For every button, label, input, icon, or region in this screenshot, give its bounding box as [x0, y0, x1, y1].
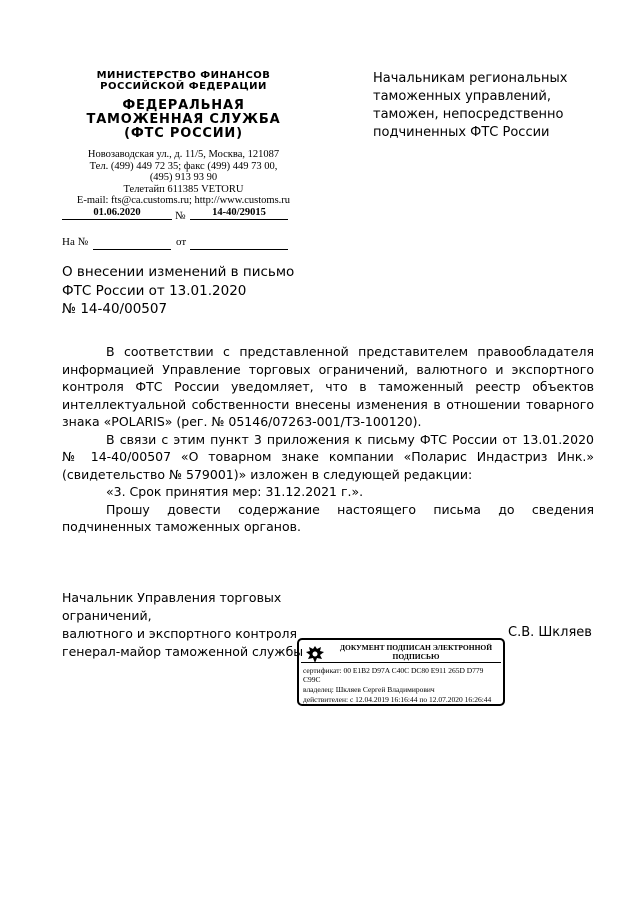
stamp-title — [329, 643, 503, 661]
stamp-certificate-2: C99C — [303, 675, 321, 684]
registration-number: 14-40/29015 — [190, 207, 288, 220]
email: E-mail: fts@ca.customs.ru; http://www.customs.ru — [76, 195, 291, 206]
stamp-owner: владелец: Шкляев Сергей Владимирович — [303, 685, 435, 694]
stamp-divider — [301, 662, 501, 663]
reference-from-label: от — [176, 236, 187, 248]
subject-line-2: ФТС России от 13.01.2020 — [62, 282, 247, 299]
ministry-name — [56, 70, 311, 92]
subject-line-3: № 14-40/00507 — [62, 301, 168, 317]
letter-body — [62, 343, 594, 536]
address: Новозаводская ул., д. 11/5, Москва, 121087 — [87, 149, 280, 160]
signer-name: С.В. Шкляев — [508, 625, 592, 640]
reference-number-line — [93, 249, 171, 250]
reference-label: На № — [62, 236, 89, 248]
recipient-line-1: Начальникам региональных — [373, 71, 568, 86]
recipient-line-2: таможенных управлений, — [373, 89, 552, 104]
contact-block — [56, 149, 311, 207]
ministry-line-2: РОССИЙСКОЙ ФЕДЕРАЦИИ — [100, 81, 267, 92]
registration-date: 01.06.2020 — [62, 207, 172, 220]
body-paragraph-4: Прошу довести содержание настоящего письма до сведения подчиненных таможенных органов. — [62, 501, 594, 534]
service-line-1: ФЕДЕРАЛЬНАЯ — [122, 98, 245, 113]
subject-line-1: О внесении изменений в письмо — [62, 264, 295, 280]
body-paragraph-1: В соответствии с представленной представителем правообладателя информацией Управление торговых ограничений, валютного и экспортного контроля ФТС России уведомляет, что в таможенный реестр объектов интеллектуальной собственности внесены изменения в отношении товарного знака «POLARIS» (рег. № 05146/07263-001/ТЗ-100120). — [62, 344, 594, 429]
e-signature-stamp — [297, 638, 505, 706]
reference-date-line — [190, 249, 288, 250]
stamp-title-line-2: ПОДПИСЬЮ — [392, 652, 440, 661]
signature-line-1: Начальник Управления торговых ограничений, — [62, 590, 282, 623]
signature-line-3: генерал-майор таможенной службы — [62, 644, 304, 659]
signature-line-2: валютного и экспортного контроля — [62, 626, 297, 641]
stamp-certificate: сертификат: 00 E1B2 D97A C40C DC80 E911 265D D779 — [303, 666, 484, 675]
registration-number-label: № — [175, 210, 186, 222]
service-line-3: (ФТС РОССИИ) — [124, 126, 243, 141]
ministry-line-1: МИНИСТЕРСТВО ФИНАНСОВ — [96, 70, 271, 81]
service-line-2: ТАМОЖЕННАЯ СЛУЖБА — [86, 112, 281, 127]
letterhead — [56, 70, 311, 207]
phone-2: (495) 913 93 90 — [149, 172, 218, 183]
subject-block — [62, 263, 322, 319]
eagle-emblem-icon — [303, 643, 327, 667]
teletype: Телетайп 611385 VETORU — [123, 183, 244, 195]
body-paragraph-2: В связи с этим пункт 3 приложения к письму ФТС России от 13.01.2020 № 14-40/00507 «О товарном знаке компании «Поларис Индастриз Инк.» (свидетельство № 579001)» изложен в следующей редакции: — [62, 431, 594, 482]
phone: Тел. (499) 449 72 35; факс (499) 449 73 00, — [89, 160, 278, 172]
recipient-block — [373, 70, 603, 142]
stamp-validity: действителен: с 12.04.2019 16:16:44 по 12.07.2020 16:26:44 — [303, 695, 492, 704]
recipient-line-3: таможен, непосредственно — [373, 107, 564, 122]
service-name — [56, 99, 311, 141]
stamp-title-line-1: ДОКУМЕНТ ПОДПИСАН ЭЛЕКТРОННОЙ — [339, 643, 493, 652]
body-paragraph-3: «3. Срок принятия мер: 31.12.2021 г.». — [106, 484, 364, 499]
recipient-line-4: подчиненных ФТС России — [373, 125, 550, 140]
